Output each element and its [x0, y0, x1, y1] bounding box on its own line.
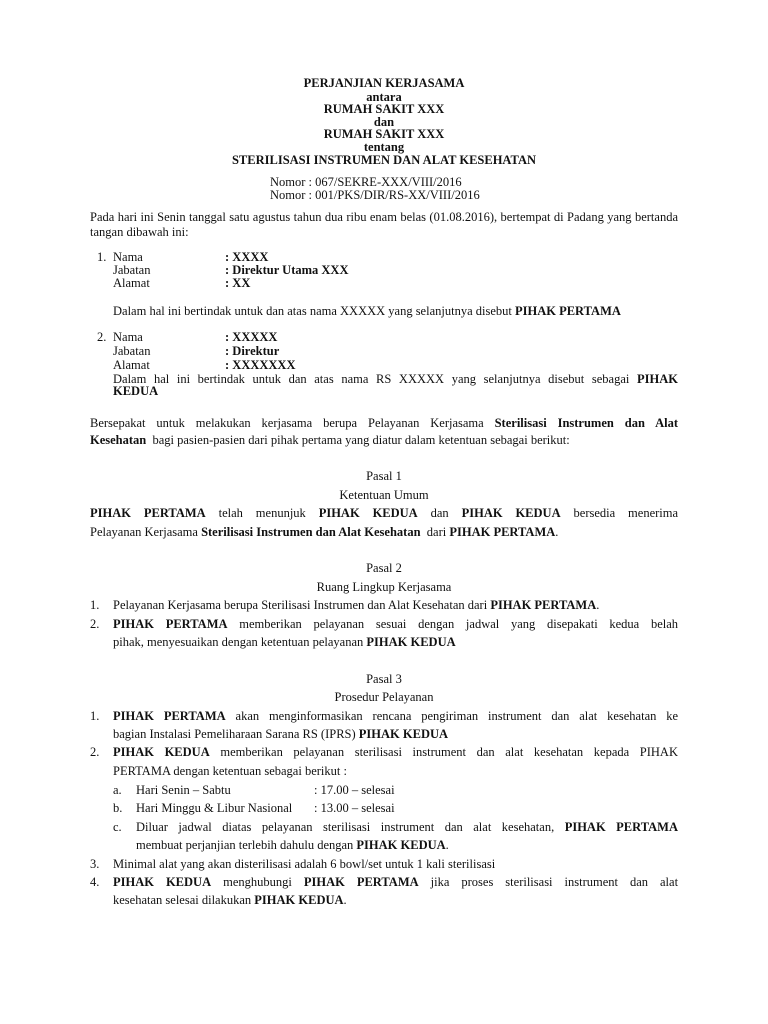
- title-line-2: antara: [366, 90, 402, 104]
- title-line-3: RUMAH SAKIT XXX: [323, 102, 445, 116]
- pasal1-text-3: bersedia menerima: [573, 506, 679, 520]
- pasal3-sub-a-number: a.: [113, 783, 122, 797]
- pasal3-item4-text1: menghubungi: [223, 875, 292, 889]
- party2-number: 2.: [97, 330, 107, 344]
- pasal2-item1: [113, 598, 599, 613]
- pasal3-item4-bold2: PIHAK PERTAMA: [303, 875, 419, 889]
- party2-alamat-label: Alamat: [113, 358, 150, 372]
- title-line-1: PERJANJIAN KERJASAMA: [303, 76, 465, 90]
- pasal3-item1-text: akan menginformasikan rencana pengiriman instrument dan alat kesehatan ke: [235, 709, 679, 723]
- party2-jabatan-value: : Direktur: [225, 344, 280, 358]
- pasal3-item1-number: 1.: [90, 709, 100, 723]
- party2-role-part1: PIHAK: [637, 372, 678, 386]
- pasal1-text-6: .: [555, 525, 559, 539]
- pasal3-item2-line2: PERTAMA dengan ketentuan sebagai berikut :: [113, 764, 347, 778]
- agreement-line-2: [90, 433, 570, 448]
- pasal3-item1-line2: [113, 727, 448, 742]
- pasal3-item2-text: memberikan pelayanan sterilisasi instrument dan alat kesehatan kepada PIHAK: [220, 745, 678, 759]
- pasal1-bold-3: PIHAK KEDUA: [461, 506, 561, 520]
- nomor-line-2: Nomor : 001/PKS/DIR/RS-XX/VIII/2016: [270, 188, 480, 202]
- party1-statement-text: Dalam hal ini bertindak untuk dan atas nama XXXXX yang selanjutnya disebut: [113, 304, 512, 318]
- pasal3-sub-c-line2-text: membuat perjanjian terlebih dahulu dengan: [136, 838, 354, 852]
- pasal3-item3-text: Minimal alat yang akan disterilisasi adalah 6 bowl/set untuk 1 kali sterilisasi: [113, 857, 496, 871]
- pasal2-item2-line1: [113, 617, 678, 632]
- pasal3-title: Pasal 3: [366, 672, 402, 686]
- agreement-bold-1: Sterilisasi Instrumen dan Alat: [494, 416, 679, 430]
- party2-statement-text: Dalam hal ini bertindak untuk dan atas nama RS XXXXX yang selanjutnya disebut sebagai: [113, 372, 630, 386]
- pasal1-text-5: dari: [426, 525, 447, 539]
- pasal2-item2-text: memberikan pelayanan sesuai dengan jadwal yang disepakati kedua belah: [239, 617, 679, 631]
- pasal3-sub-c-bold2: PIHAK KEDUA: [356, 838, 446, 852]
- party2-jabatan-label: Jabatan: [113, 344, 151, 358]
- pasal2-item1-text: Pelayanan Kerjasama berupa Sterilisasi Instrumen dan Alat Kesehatan dari: [113, 598, 488, 612]
- pasal3-item4-line2-text: kesehatan selesai dilakukan: [113, 893, 252, 907]
- title-line-6: tentang: [363, 140, 405, 154]
- pasal3-sub-c-line1: [136, 820, 678, 835]
- pasal3-sub-c-text: Diluar jadwal diatas pelayanan sterilisasi instrument dan alat kesehatan,: [136, 820, 555, 834]
- party1-statement: [113, 304, 621, 319]
- pasal2-item1-bold: PIHAK PERTAMA: [490, 598, 597, 612]
- pasal2-item2-bold2: PIHAK KEDUA: [366, 635, 456, 649]
- title-line-7: STERILISASI INSTRUMEN DAN ALAT KESEHATAN: [231, 153, 537, 167]
- pasal3-item2-line1: [113, 745, 678, 760]
- party2-nama-value: : XXXXX: [225, 330, 278, 344]
- intro-paragraph: Pada hari ini Senin tanggal satu agustus tahun dua ribu enam belas (01.08.2016), bertempat di Padang yang bertanda tangan dibawah ini:: [90, 210, 678, 239]
- pasal3-sub-c-end: .: [445, 838, 449, 852]
- party1-alamat-label: Alamat: [113, 276, 150, 290]
- pasal3-item1-bold2: PIHAK KEDUA: [358, 727, 449, 741]
- title-line-4: dan: [373, 115, 395, 129]
- pasal2-subtitle: Ruang Lingkup Kerjasama: [316, 580, 452, 594]
- pasal1-bold-5: PIHAK PERTAMA: [449, 525, 556, 539]
- pasal3-sub-c-line2: [136, 838, 449, 853]
- party1-jabatan-value: : Direktur Utama XXX: [225, 263, 349, 277]
- pasal3-subtitle: Prosedur Pelayanan: [334, 690, 434, 704]
- party1-number: 1.: [97, 250, 107, 264]
- pasal1-title: Pasal 1: [366, 469, 402, 483]
- pasal3-item4-line1: [113, 875, 678, 890]
- pasal3-item4-number: 4.: [90, 875, 100, 889]
- agreement-line-1: [90, 414, 678, 432]
- pasal3-sub-a-value: : 17.00 – selesai: [314, 783, 395, 797]
- pasal3-item1-line2-text: bagian Instalasi Pemeliharaan Sarana RS (IPRS): [113, 727, 356, 741]
- pasal2-item1-end: .: [596, 598, 600, 612]
- pasal3-sub-b-label: Hari Minggu & Libur Nasional: [136, 801, 293, 815]
- pasal1-subtitle: Ketentuan Umum: [339, 488, 429, 502]
- pasal1-text-2: dan: [430, 506, 449, 520]
- agreement-text-2: bagi pasien-pasien dari pihak pertama yang diatur dalam ketentuan sebagai berikut:: [152, 433, 570, 447]
- pasal2-item2-line2-text: pihak, menyesuaikan dengan ketentuan pelayanan: [113, 635, 364, 649]
- pasal3-sub-c-number: c.: [113, 820, 122, 834]
- pasal2-item2-number: 2.: [90, 617, 100, 631]
- pasal2-item2-bold: PIHAK PERTAMA: [113, 617, 228, 631]
- nomor-line-1: Nomor : 067/SEKRE-XXX/VIII/2016: [270, 175, 462, 189]
- party1-alamat-value: : XX: [225, 276, 251, 290]
- pasal3-sub-c-bold: PIHAK PERTAMA: [564, 820, 678, 834]
- party1-jabatan-label: Jabatan: [113, 263, 151, 277]
- party1-role: PIHAK PERTAMA: [514, 304, 621, 318]
- party2-role-part2: KEDUA: [113, 384, 159, 398]
- pasal3-item3-number: 3.: [90, 857, 100, 871]
- pasal1-line-2: [90, 525, 558, 540]
- pasal1-bold-1: PIHAK PERTAMA: [90, 506, 206, 520]
- party2-alamat-value: : XXXXXXX: [225, 358, 296, 372]
- agreement-bold-2: Kesehatan: [90, 433, 147, 447]
- agreement-text-1: Bersepakat untuk melakukan kerjasama berupa Pelayanan Kerjasama: [90, 416, 484, 430]
- party2-nama-label: Nama: [113, 330, 143, 344]
- pasal3-item4-end: .: [343, 893, 347, 907]
- pasal3-item2-number: 2.: [90, 745, 100, 759]
- title-line-5: RUMAH SAKIT XXX: [323, 127, 445, 141]
- pasal1-line-1: [90, 506, 678, 521]
- pasal1-text-4: Pelayanan Kerjasama: [90, 525, 198, 539]
- pasal3-item4-bold: PIHAK KEDUA: [113, 875, 212, 889]
- pasal1-bold-4: Sterilisasi Instrumen dan Alat Kesehatan: [201, 525, 421, 539]
- party2-statement: [113, 372, 678, 387]
- pasal3-item4-line2: [113, 893, 347, 908]
- pasal2-item1-number: 1.: [90, 598, 100, 612]
- pasal2-item2-line2: [113, 635, 456, 650]
- pasal3-item1-line1: [113, 709, 678, 724]
- pasal2-title: Pasal 2: [366, 561, 402, 575]
- party1-nama-value: : XXXX: [225, 250, 269, 264]
- pasal3-item1-bold: PIHAK PERTAMA: [113, 709, 226, 723]
- pasal3-sub-a-label: Hari Senin – Sabtu: [136, 783, 231, 797]
- pasal3-item2-bold: PIHAK KEDUA: [113, 745, 210, 759]
- pasal3-item4-text2: jika proses sterilisasi instrument dan alat: [430, 875, 679, 889]
- pasal3-item4-bold3: PIHAK KEDUA: [254, 893, 344, 907]
- pasal3-sub-b-number: b.: [113, 801, 123, 815]
- party1-nama-label: Nama: [113, 250, 143, 264]
- pasal1-text-1: telah menunjuk: [218, 506, 306, 520]
- pasal3-sub-b-value: : 13.00 – selesai: [314, 801, 395, 815]
- pasal1-bold-2: PIHAK KEDUA: [318, 506, 418, 520]
